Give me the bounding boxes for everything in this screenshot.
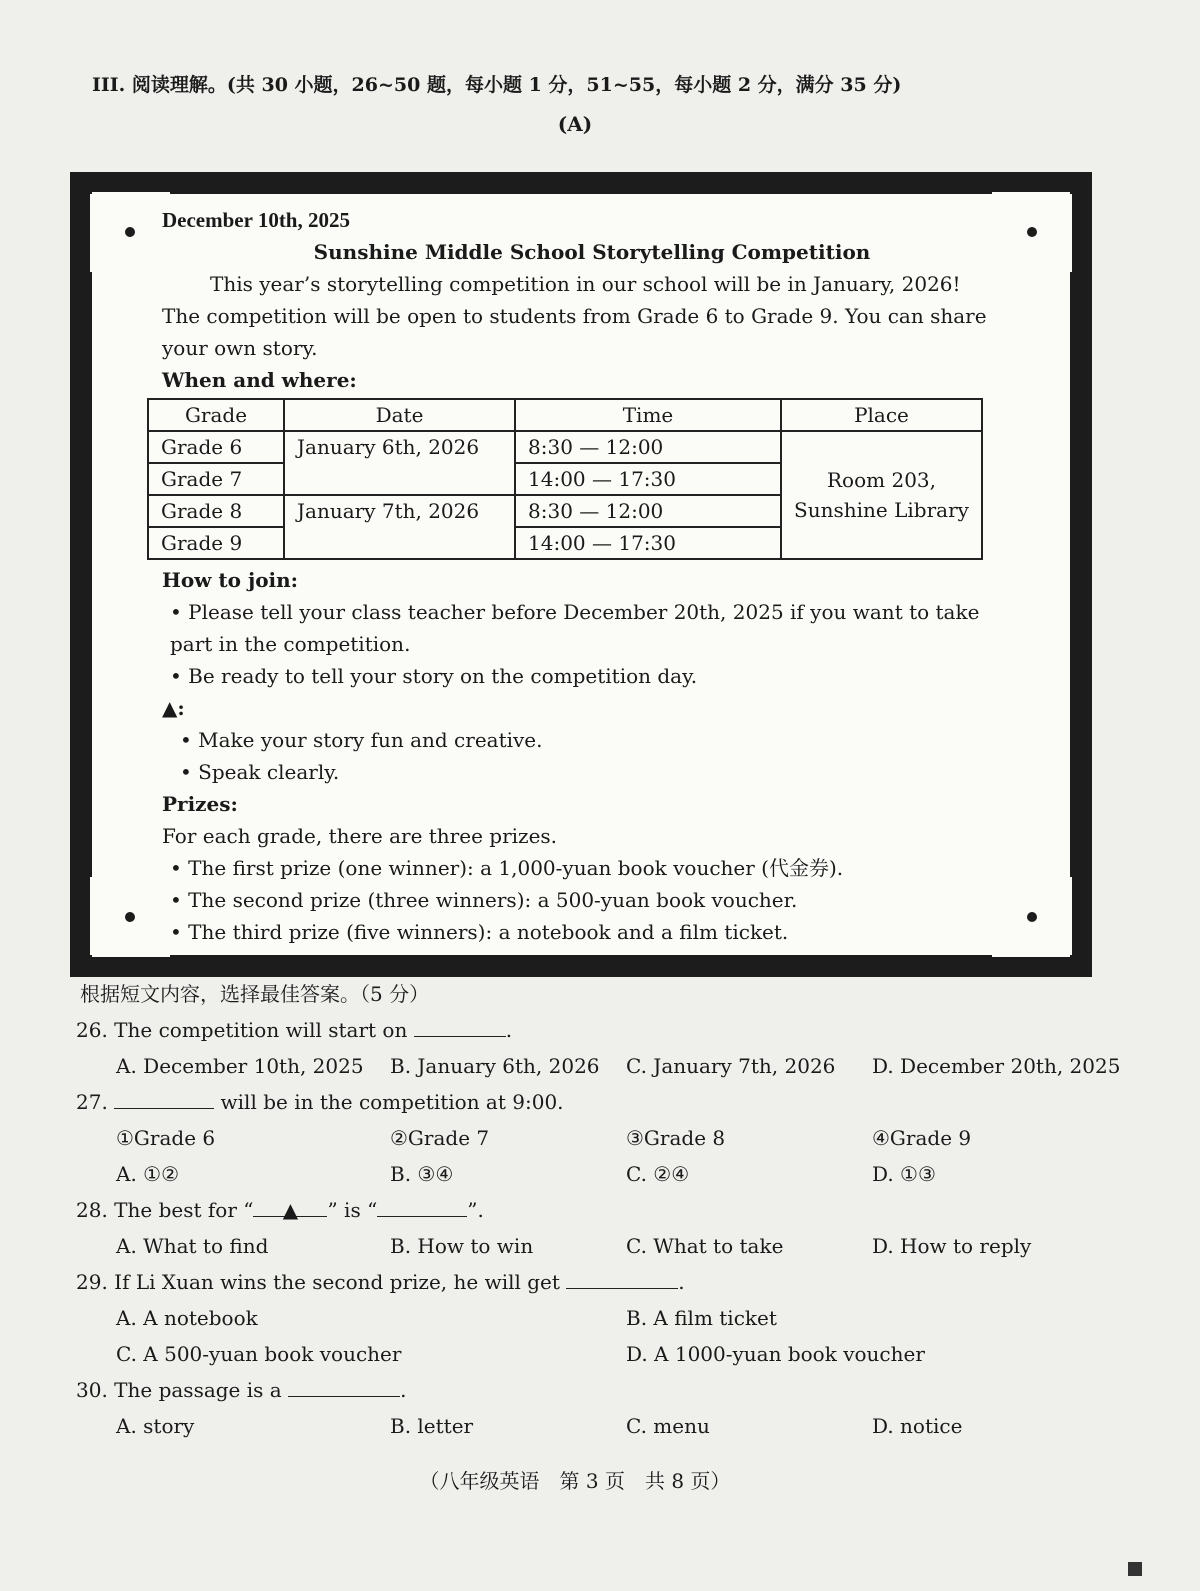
- question-text: ” is “: [327, 1198, 378, 1222]
- option[interactable]: D. December 20th, 2025: [872, 1054, 1121, 1078]
- tip-item: • Make your story fun and creative.: [180, 728, 543, 752]
- option[interactable]: A. December 10th, 2025: [116, 1054, 364, 1078]
- option[interactable]: A. What to find: [116, 1234, 269, 1258]
- corner-ornament-icon: [982, 867, 1092, 977]
- question-text: 30. The passage is a: [76, 1378, 282, 1402]
- answer-blank[interactable]: [377, 1192, 467, 1217]
- option[interactable]: D. ①③: [872, 1162, 936, 1186]
- option[interactable]: C. menu: [626, 1414, 710, 1438]
- join-item: • Be ready to tell your story on the competition day.: [170, 664, 698, 688]
- options-27: [116, 1156, 1160, 1192]
- question-text: 27.: [76, 1090, 108, 1114]
- question-27: [76, 1084, 1160, 1120]
- notice-intro: This year’s storytelling competition in our school will be in January, 2026! The competition will be open to students from Grade 6 to Grade 9. You can share your own story.: [162, 272, 987, 360]
- choices-27: [116, 1120, 1160, 1156]
- place-line: Room 203,: [827, 468, 936, 492]
- table-header: Grade: [148, 399, 284, 431]
- option[interactable]: D. A 1000-yuan book voucher: [626, 1342, 925, 1366]
- question-text: .: [678, 1270, 685, 1294]
- time-cell: 14:00 — 17:30: [515, 463, 781, 495]
- answer-blank[interactable]: [414, 1012, 506, 1037]
- answer-blank[interactable]: [288, 1372, 400, 1397]
- place-line: Sunshine Library: [794, 498, 969, 522]
- date-cell: January 6th, 2026: [284, 431, 515, 495]
- date-cell: January 7th, 2026: [284, 495, 515, 559]
- answer-blank[interactable]: [114, 1084, 214, 1109]
- grade-cell: Grade 6: [148, 431, 284, 463]
- question-text: .: [400, 1378, 407, 1402]
- options-29a: [116, 1300, 1160, 1336]
- prize-item: • The third prize (five winners): a notebook and a film ticket.: [170, 920, 789, 944]
- qr-code-icon: [1128, 1562, 1142, 1576]
- option[interactable]: B. A film ticket: [626, 1306, 777, 1330]
- option[interactable]: B. ③④: [390, 1162, 454, 1186]
- table-header: Place: [781, 399, 982, 431]
- prizes-intro: For each grade, there are three prizes.: [162, 824, 558, 848]
- schedule-table: [147, 398, 983, 560]
- notice-content: [162, 204, 992, 948]
- choice: ③Grade 8: [626, 1126, 726, 1150]
- triangle-heading: ▲:: [162, 696, 185, 720]
- tip-item: • Speak clearly.: [180, 760, 340, 784]
- questions-section: [76, 976, 1160, 1444]
- prize-item: • The second prize (three winners): a 500-yuan book voucher.: [170, 888, 798, 912]
- table-row: [148, 431, 982, 463]
- question-text: ”.: [467, 1198, 484, 1222]
- options-30: [116, 1408, 1160, 1444]
- question-text: will be in the competition at 9:00.: [220, 1090, 564, 1114]
- table-header: Date: [284, 399, 515, 431]
- option[interactable]: C. January 7th, 2026: [626, 1054, 836, 1078]
- choice: ①Grade 6: [116, 1126, 216, 1150]
- options-28: [116, 1228, 1160, 1264]
- option[interactable]: A. ①②: [116, 1162, 180, 1186]
- notice-title: Sunshine Middle School Storytelling Competition: [313, 240, 871, 264]
- join-item: • Please tell your class teacher before December 20th, 2025 if you want to take part in the competition.: [170, 600, 980, 656]
- time-cell: 8:30 — 12:00: [515, 495, 781, 527]
- option[interactable]: B. letter: [390, 1414, 474, 1438]
- answer-blank[interactable]: [566, 1264, 678, 1289]
- table-header-row: [148, 399, 982, 431]
- question-30: [76, 1372, 1160, 1408]
- when-where-heading: When and where:: [162, 368, 357, 392]
- option[interactable]: B. January 6th, 2026: [390, 1054, 600, 1078]
- part-label: (A): [557, 112, 593, 136]
- option[interactable]: A. A notebook: [116, 1306, 258, 1330]
- question-28: [76, 1192, 1160, 1228]
- choice: ②Grade 7: [390, 1126, 490, 1150]
- time-cell: 14:00 — 17:30: [515, 527, 781, 559]
- corner-ornament-icon: [982, 172, 1092, 282]
- how-to-join-heading: How to join:: [162, 568, 299, 592]
- question-text: 26. The competition will start on: [76, 1018, 408, 1042]
- answer-blank: ▲: [253, 1192, 327, 1217]
- choice: ④Grade 9: [872, 1126, 972, 1150]
- section-title: III. 阅读理解。(共 30 小题，26~50 题，每小题 1 分，51~55，每小题 2 分，满分 35 分): [92, 74, 902, 96]
- options-29b: [116, 1336, 1160, 1372]
- option[interactable]: D. notice: [872, 1414, 963, 1438]
- question-text: 28. The best for “: [76, 1198, 254, 1222]
- place-cell: [781, 431, 982, 559]
- options-26: [116, 1048, 1160, 1084]
- notice-date: December 10th, 2025: [162, 208, 350, 232]
- page-footer: （八年级英语 第 3 页 共 8 页）: [419, 1469, 731, 1493]
- prizes-heading: Prizes:: [162, 792, 238, 816]
- questions-intro: 根据短文内容，选择最佳答案。（5 分）: [80, 982, 430, 1006]
- grade-cell: Grade 7: [148, 463, 284, 495]
- grade-cell: Grade 9: [148, 527, 284, 559]
- notice-frame: [70, 172, 1092, 977]
- time-cell: 8:30 — 12:00: [515, 431, 781, 463]
- prize-item: • The first prize (one winner): a 1,000-yuan book voucher (代金券).: [170, 856, 844, 880]
- question-text: .: [505, 1018, 513, 1042]
- option[interactable]: A. story: [116, 1414, 195, 1438]
- option[interactable]: C. What to take: [626, 1234, 784, 1258]
- question-26: [76, 1012, 1160, 1048]
- option[interactable]: D. How to reply: [872, 1234, 1032, 1258]
- table-header: Time: [515, 399, 781, 431]
- grade-cell: Grade 8: [148, 495, 284, 527]
- option[interactable]: B. How to win: [390, 1234, 534, 1258]
- option[interactable]: C. A 500-yuan book voucher: [116, 1342, 402, 1366]
- option[interactable]: C. ②④: [626, 1162, 690, 1186]
- question-29: [76, 1264, 1160, 1300]
- question-text: 29. If Li Xuan wins the second prize, he will get: [76, 1270, 560, 1294]
